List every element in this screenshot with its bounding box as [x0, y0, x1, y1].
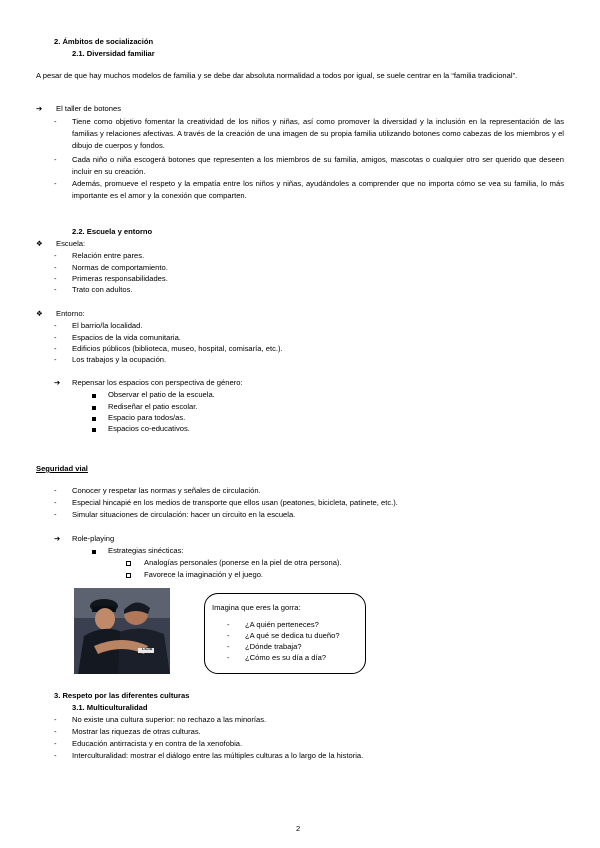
square-bullet: [92, 403, 96, 413]
dash-bullet: -: [54, 727, 57, 736]
section-heading: Seguridad vial: [36, 464, 88, 473]
dash-bullet: -: [227, 653, 230, 662]
list-item: Especial hincapié en los medios de transporte que ellos usan (peatones, bicicleta, patinete, etc.).: [72, 498, 398, 507]
dash-bullet: -: [54, 263, 57, 272]
list-item: Cada niño o niña escogerá botones que representen a los miembros de su familia, amigos, mascotas o cualquier otro ser querido que deseen incluir en su creación.: [72, 155, 564, 176]
police-photo: [74, 588, 170, 674]
photo-badge: LICIA: [142, 646, 153, 651]
dash-bullet: -: [54, 355, 57, 364]
diamond-icon: ❖: [36, 309, 43, 318]
dash-bullet: -: [227, 620, 230, 629]
dash-bullet: -: [54, 321, 57, 330]
dash-bullet: -: [54, 498, 57, 507]
intro-paragraph: A pesar de que hay muchos modelos de familia y se debe dar absoluta normalidad a todos por igual, se suele centrar en la “familia tradicional”.: [36, 71, 518, 80]
list-item: Edificios públicos (biblioteca, museo, hospital, comisaría, etc.).: [72, 344, 283, 353]
police-photo-illustration: [74, 588, 170, 674]
list-title: Role-playing: [72, 534, 115, 543]
dash-bullet: -: [54, 739, 57, 748]
list-title: Estrategias sinécticas:: [108, 546, 184, 555]
dash-bullet: -: [54, 344, 57, 353]
arrow-icon: ➔: [36, 104, 43, 113]
dash-bullet: -: [54, 117, 57, 126]
list-item: Espacios co-educativos.: [108, 424, 190, 433]
dash-bullet: -: [54, 274, 57, 283]
square-bullet: [92, 391, 96, 401]
checkbox-bullet: [126, 570, 131, 580]
arrow-icon: ➔: [54, 534, 61, 543]
list-title: Entorno:: [56, 309, 85, 318]
dash-bullet: -: [54, 251, 57, 260]
dash-bullet: -: [54, 285, 57, 294]
list-item: El barrio/la localidad.: [72, 321, 143, 330]
dash-bullet: -: [54, 486, 57, 495]
dash-bullet: -: [54, 751, 57, 760]
list-item: Trato con adultos.: [72, 285, 133, 294]
dash-bullet: -: [54, 333, 57, 342]
arrow-icon: ➔: [54, 378, 61, 387]
callout-item: ¿Cómo es su día a día?: [245, 653, 327, 662]
list-title: Repensar los espacios con perspectiva de género:: [72, 378, 243, 387]
list-item: Normas de comportamiento.: [72, 263, 168, 272]
dash-bullet: -: [54, 715, 57, 724]
dash-bullet: -: [54, 155, 57, 164]
section-heading: 3. Respeto por las diferentes culturas: [54, 691, 190, 700]
square-bullet: [92, 425, 96, 435]
list-item: Favorece la imaginación y el juego.: [144, 570, 264, 579]
square-bullet: [92, 547, 96, 557]
subsection-heading: 3.1. Multiculturalidad: [72, 703, 148, 712]
section-heading: 2. Ámbitos de socialización: [54, 37, 154, 46]
square-bullet: [92, 414, 96, 424]
list-item: Los trabajos y la ocupación.: [72, 355, 167, 364]
dash-bullet: -: [54, 510, 57, 519]
callout-box: [204, 593, 366, 674]
list-item: Analogías personales (ponerse en la piel de otra persona).: [144, 558, 342, 567]
list-item: Además, promueve el respeto y la empatía entre los niños y niñas, ayudándoles a comprender que no importa cómo se vea su familia, lo más importante es el amor y la conexión que comparten.: [72, 179, 564, 200]
list-item: No existe una cultura superior: no rechazo a las minorías.: [72, 715, 267, 724]
list-item: Relación entre pares.: [72, 251, 145, 260]
callout-item: ¿A qué se dedica tu dueño?: [245, 631, 340, 640]
checkbox-bullet: [126, 558, 131, 568]
page-number: 2: [296, 824, 301, 833]
callout-title: Imagina que eres la gorra:: [212, 603, 301, 612]
diamond-icon: ❖: [36, 239, 43, 248]
list-item: Espacios de la vida comunitaria.: [72, 333, 181, 342]
list-item: Simular situaciones de circulación: hacer un circuito en la escuela.: [72, 510, 296, 519]
subsection-heading: 2.1. Diversidad familiar: [72, 49, 155, 58]
list-item: Interculturalidad: mostrar el diálogo entre las múltiples culturas a lo largo de la historia.: [72, 751, 364, 760]
subsection-heading: 2.2. Escuela y entorno: [72, 227, 153, 236]
callout-item: ¿Dónde trabaja?: [245, 642, 302, 651]
list-item: Espacio para todos/as.: [108, 413, 186, 422]
list-item: Tiene como objetivo fomentar la creatividad de los niños y niñas, así como promover la diversidad y la inclusión en la representación de las familias y relaciones afectivas. A través de la creación de una imagen de su propia familia utilizando botones como cabezas de los miembros y el dibujo de cuerpos y fondos.: [72, 117, 564, 150]
callout-item: ¿A quién perteneces?: [245, 620, 319, 629]
dash-bullet: -: [227, 631, 230, 640]
list-item: Primeras responsabilidades.: [72, 274, 168, 283]
list-item: Educación antirracista y en contra de la xenofobia.: [72, 739, 243, 748]
list-item: Observar el patio de la escuela.: [108, 390, 215, 399]
list-title: El taller de botones: [56, 104, 122, 113]
list-item: Conocer y respetar las normas y señales de circulación.: [72, 486, 261, 495]
list-item: Rediseñar el patio escolar.: [108, 402, 198, 411]
list-title: Escuela:: [56, 239, 86, 248]
dash-bullet: -: [227, 642, 230, 651]
dash-bullet: -: [54, 179, 57, 188]
list-item: Mostrar las riquezas de otras culturas.: [72, 727, 201, 736]
